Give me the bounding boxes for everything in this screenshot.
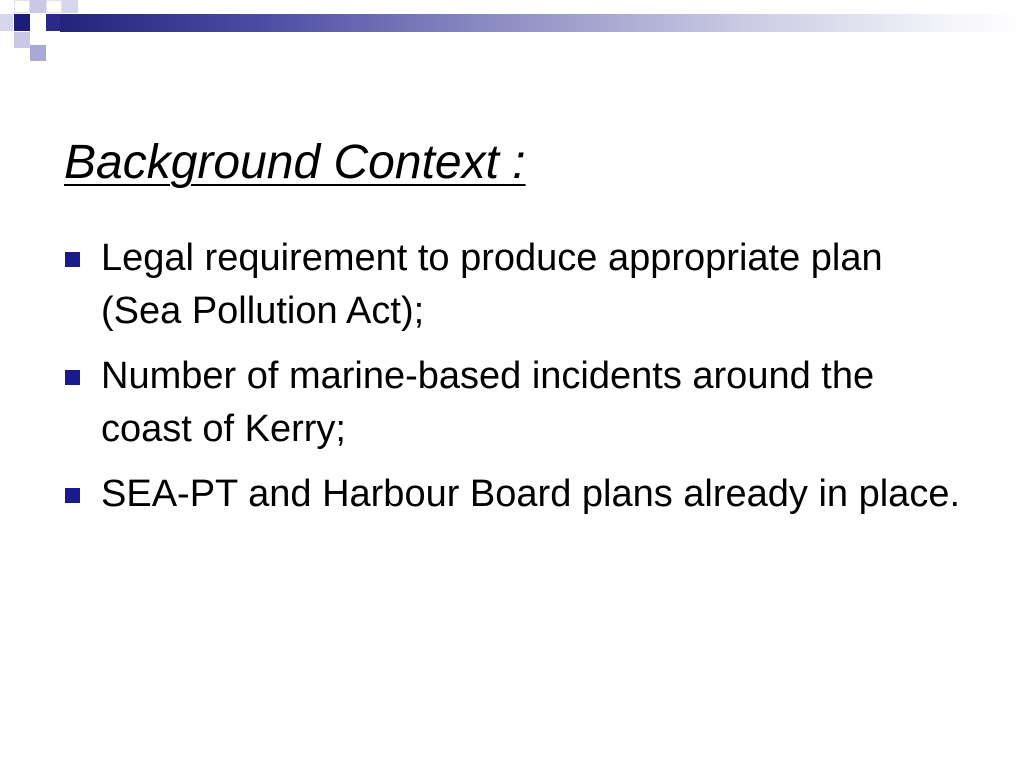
square-bullet-icon: [65, 252, 80, 267]
decor-square: [14, 14, 30, 31]
bullet-text: Legal requirement to produce appropriate plan (Sea Pollution Act);: [101, 237, 883, 332]
bullet-text: SEA-PT and Harbour Board plans already in place.: [101, 473, 961, 515]
decor-square: [30, 45, 46, 61]
decor-square: [62, 0, 78, 13]
slide-title: Background Context :: [64, 136, 526, 189]
bullet-item: [64, 232, 964, 338]
decor-square: [0, 14, 13, 31]
decor-square: [30, 14, 46, 31]
bullet-list: [64, 232, 964, 533]
decor-square: [46, 32, 62, 45]
decor-square: [46, 14, 60, 31]
header-gradient-band: [60, 14, 1024, 32]
bullet-item: [64, 468, 964, 521]
bullet-item: [64, 350, 964, 456]
decor-square: [30, 0, 46, 13]
bullet-text: Number of marine-based incidents around the coast of Kerry;: [101, 355, 875, 450]
square-bullet-icon: [65, 488, 80, 503]
decor-square: [46, 0, 62, 13]
decor-square: [14, 32, 30, 48]
decor-square: [14, 0, 30, 13]
square-bullet-icon: [65, 370, 80, 385]
